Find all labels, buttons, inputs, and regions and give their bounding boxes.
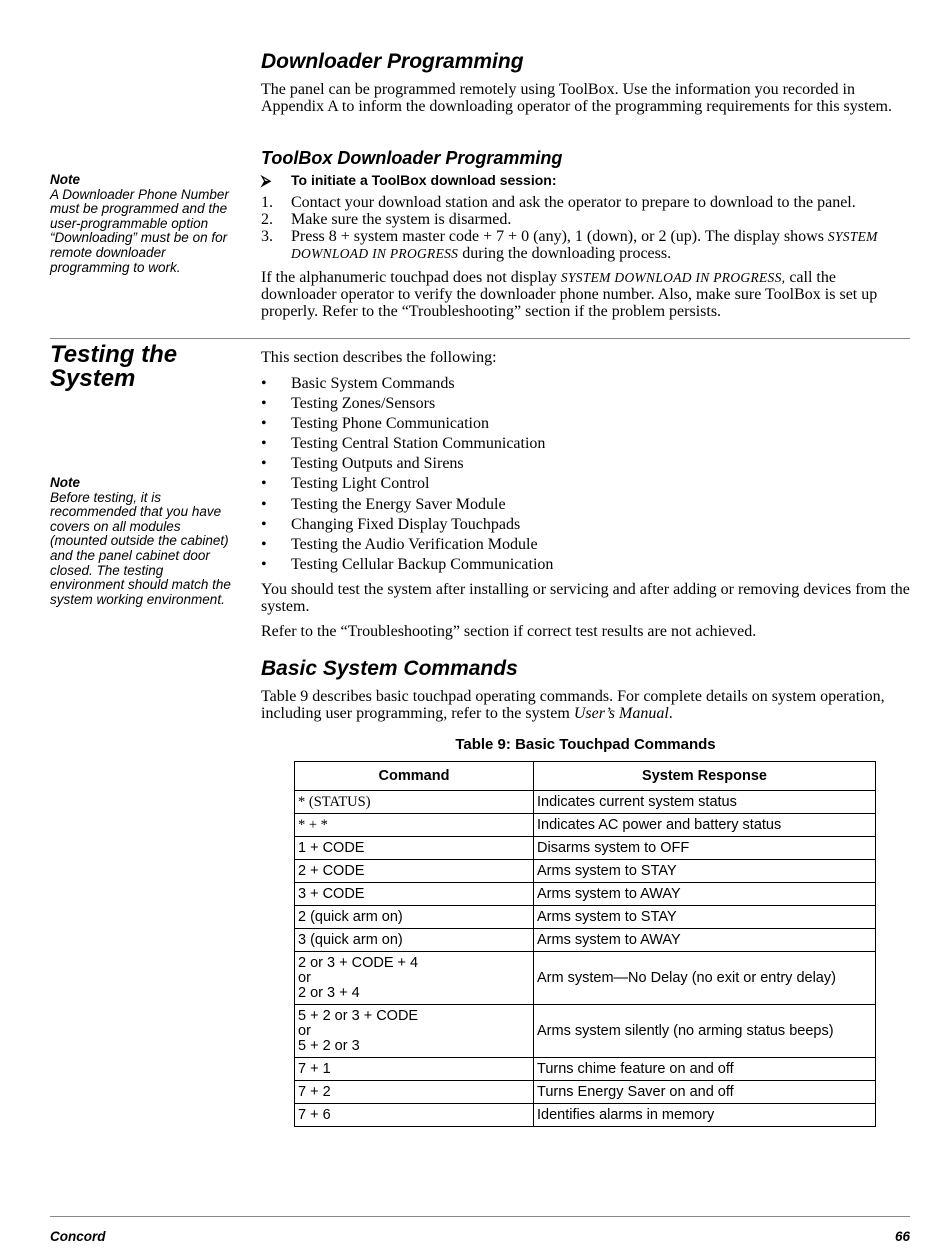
followup-text: call the downloader operator to verify the downloader phone number. Also, make sure ToolBox is set up properly. Refer to the “Troubleshooting” section if the problem persists. (261, 269, 878, 320)
command-line: or (298, 1022, 311, 1039)
command-line: 2 or 3 + 4 (298, 984, 360, 1001)
topic-label: Testing Phone Communication (291, 415, 489, 433)
response-cell: Indicates AC power and battery status (534, 814, 876, 837)
bullet-icon: • (261, 535, 267, 553)
command-cell: 7 + 2 (295, 1081, 534, 1104)
bullet-icon: • (261, 495, 267, 513)
procedure-title: To initiate a ToolBox download session: (291, 172, 557, 188)
bullet-icon: • (261, 435, 267, 453)
manual-title: User’s Manual (573, 705, 669, 722)
command-cell: 1 + CODE (295, 837, 534, 860)
procedure-heading (261, 172, 557, 189)
response-cell: Arms system to AWAY (534, 883, 876, 906)
step-number: 3. (261, 228, 273, 245)
testing-para-1: You should test the system after installing or servicing and after adding or removing devices from the system. (261, 581, 910, 615)
intro-text: . (668, 705, 673, 722)
response-cell: Arms system to AWAY (534, 929, 876, 952)
command-cell: 2 + CODE (295, 860, 534, 883)
command-line: or (298, 969, 311, 986)
list-item (261, 434, 553, 454)
list-item (261, 515, 553, 535)
table-row (295, 1058, 876, 1081)
command-cell: 7 + 1 (295, 1058, 534, 1081)
procedure-steps (261, 194, 911, 262)
list-item (261, 194, 911, 211)
table-header-row (295, 762, 876, 791)
step-number: 1. (261, 194, 273, 211)
list-item (261, 211, 911, 228)
testing-topics-list (261, 374, 553, 575)
followup-text: If the alphanumeric touchpad does not display (261, 269, 561, 286)
list-item (261, 474, 553, 494)
bullet-icon: • (261, 395, 267, 413)
table-row (295, 860, 876, 883)
list-item (261, 394, 553, 414)
topic-label: Basic System Commands (291, 375, 455, 392)
response-cell: Indicates current system status (534, 791, 876, 814)
list-item (261, 555, 553, 575)
bullet-icon: • (261, 475, 267, 493)
testing-para-2: Refer to the “Troubleshooting” section if correct test results are not achieved. (261, 623, 757, 640)
response-cell: Arm system—No Delay (no exit or entry delay) (534, 952, 876, 1005)
section-divider (50, 338, 910, 339)
command-cell (295, 952, 534, 1005)
note-text: A Downloader Phone Number must be programmed and the user-programmable option “Downloading” must be on for remote downloader programming to work. (50, 186, 229, 275)
testing-title: Testing the System (50, 341, 178, 392)
list-item (261, 414, 553, 434)
basic-commands-heading: Basic System Commands (261, 657, 518, 680)
column-header-response: System Response (534, 762, 876, 791)
table-row (295, 791, 876, 814)
table-row (295, 906, 876, 929)
downloader-heading: Downloader Programming (261, 50, 524, 73)
table-row (295, 929, 876, 952)
topic-label: Testing the Audio Verification Module (291, 535, 538, 553)
note-title: Note (50, 172, 80, 187)
footer-product-name: Concord (50, 1229, 106, 1244)
note-text: Before testing, it is recommended that you have covers on all modules (mounted outside the cabinet) and the panel cabinet door closed. The testing environment should match the system working environment. (50, 489, 231, 607)
table-row (295, 952, 876, 1005)
table-row (295, 1005, 876, 1058)
command-cell: 3 + CODE (295, 883, 534, 906)
basic-commands-intro (261, 688, 911, 722)
step-text: Contact your download station and ask the operator to prepare to download to the panel. (291, 194, 856, 211)
table-row (295, 837, 876, 860)
topic-label: Testing Zones/Sensors (291, 395, 436, 413)
bullet-icon: • (261, 375, 267, 392)
step-number: 2. (261, 211, 273, 228)
command-cell (295, 1005, 534, 1058)
page-number: 66 (894, 1229, 910, 1244)
table-row (295, 814, 876, 837)
topic-label: Testing Outputs and Sirens (291, 455, 464, 473)
bullet-icon: • (261, 515, 267, 533)
downloader-note (50, 173, 235, 275)
display-message: SYSTEM DOWNLOAD IN PROGRESS (291, 229, 878, 261)
topic-label: Testing Cellular Backup Communication (291, 555, 554, 573)
command-cell: 2 (quick arm on) (295, 906, 534, 929)
response-cell: Arms system silently (no arming status beeps) (534, 1005, 876, 1058)
list-item (261, 228, 911, 262)
step-text: Make sure the system is disarmed. (291, 211, 512, 228)
response-cell: Disarms system to OFF (534, 837, 876, 860)
command-cell: * (STATUS) (295, 791, 534, 814)
response-cell: Turns chime feature on and off (534, 1058, 876, 1081)
topic-label: Testing the Energy Saver Module (291, 495, 506, 513)
table-row (295, 1104, 876, 1127)
bullet-icon: • (261, 415, 267, 433)
response-cell: Arms system to STAY (534, 860, 876, 883)
downloader-intro: The panel can be programmed remotely using ToolBox. Use the information you recorded in Appendix A to inform the downloading operator of the programming requirements for this system. (261, 81, 892, 115)
topic-label: Changing Fixed Display Touchpads (291, 515, 521, 533)
intro-text: Table 9 describes basic touchpad operating commands. For complete details on system operation, including user programming, refer to the system (261, 688, 885, 722)
command-line: 5 + 2 or 3 + CODE (298, 1007, 419, 1024)
toolbox-heading: ToolBox Downloader Programming (261, 148, 563, 168)
table-title: Table 9: Basic Touchpad Commands (455, 736, 716, 753)
footer-divider (50, 1216, 910, 1217)
response-cell: Arms system to STAY (534, 906, 876, 929)
bullet-icon: • (261, 455, 267, 473)
procedure-arrow-icon: ⮚ (261, 172, 271, 188)
downloader-followup (261, 269, 911, 320)
testing-note (50, 476, 235, 607)
command-cell: * + * (295, 814, 534, 837)
list-item (261, 535, 553, 555)
note-title: Note (50, 475, 80, 490)
command-cell: 3 (quick arm on) (295, 929, 534, 952)
list-item (261, 374, 553, 394)
testing-intro: This section describes the following: (261, 349, 497, 366)
list-item (261, 454, 553, 474)
response-cell: Identifies alarms in memory (534, 1104, 876, 1127)
topic-label: Testing Light Control (291, 475, 430, 493)
table-row (295, 883, 876, 906)
commands-table (294, 761, 876, 1127)
list-item (261, 495, 553, 515)
bullet-icon: • (261, 555, 267, 573)
response-cell: Turns Energy Saver on and off (534, 1081, 876, 1104)
column-header-command: Command (295, 762, 534, 791)
step-text: during the downloading process. (458, 245, 672, 262)
table-row (295, 1081, 876, 1104)
command-line: 5 + 2 or 3 (298, 1037, 360, 1054)
topic-label: Testing Central Station Communication (291, 435, 546, 453)
command-line: 2 or 3 + CODE + 4 (298, 954, 419, 971)
display-message: SYSTEM DOWNLOAD IN PROGRESS, (560, 270, 786, 285)
step-text: Press 8 + system master code + 7 + 0 (any), 1 (down), or 2 (up). The display shows (291, 228, 828, 245)
command-cell: 7 + 6 (295, 1104, 534, 1127)
